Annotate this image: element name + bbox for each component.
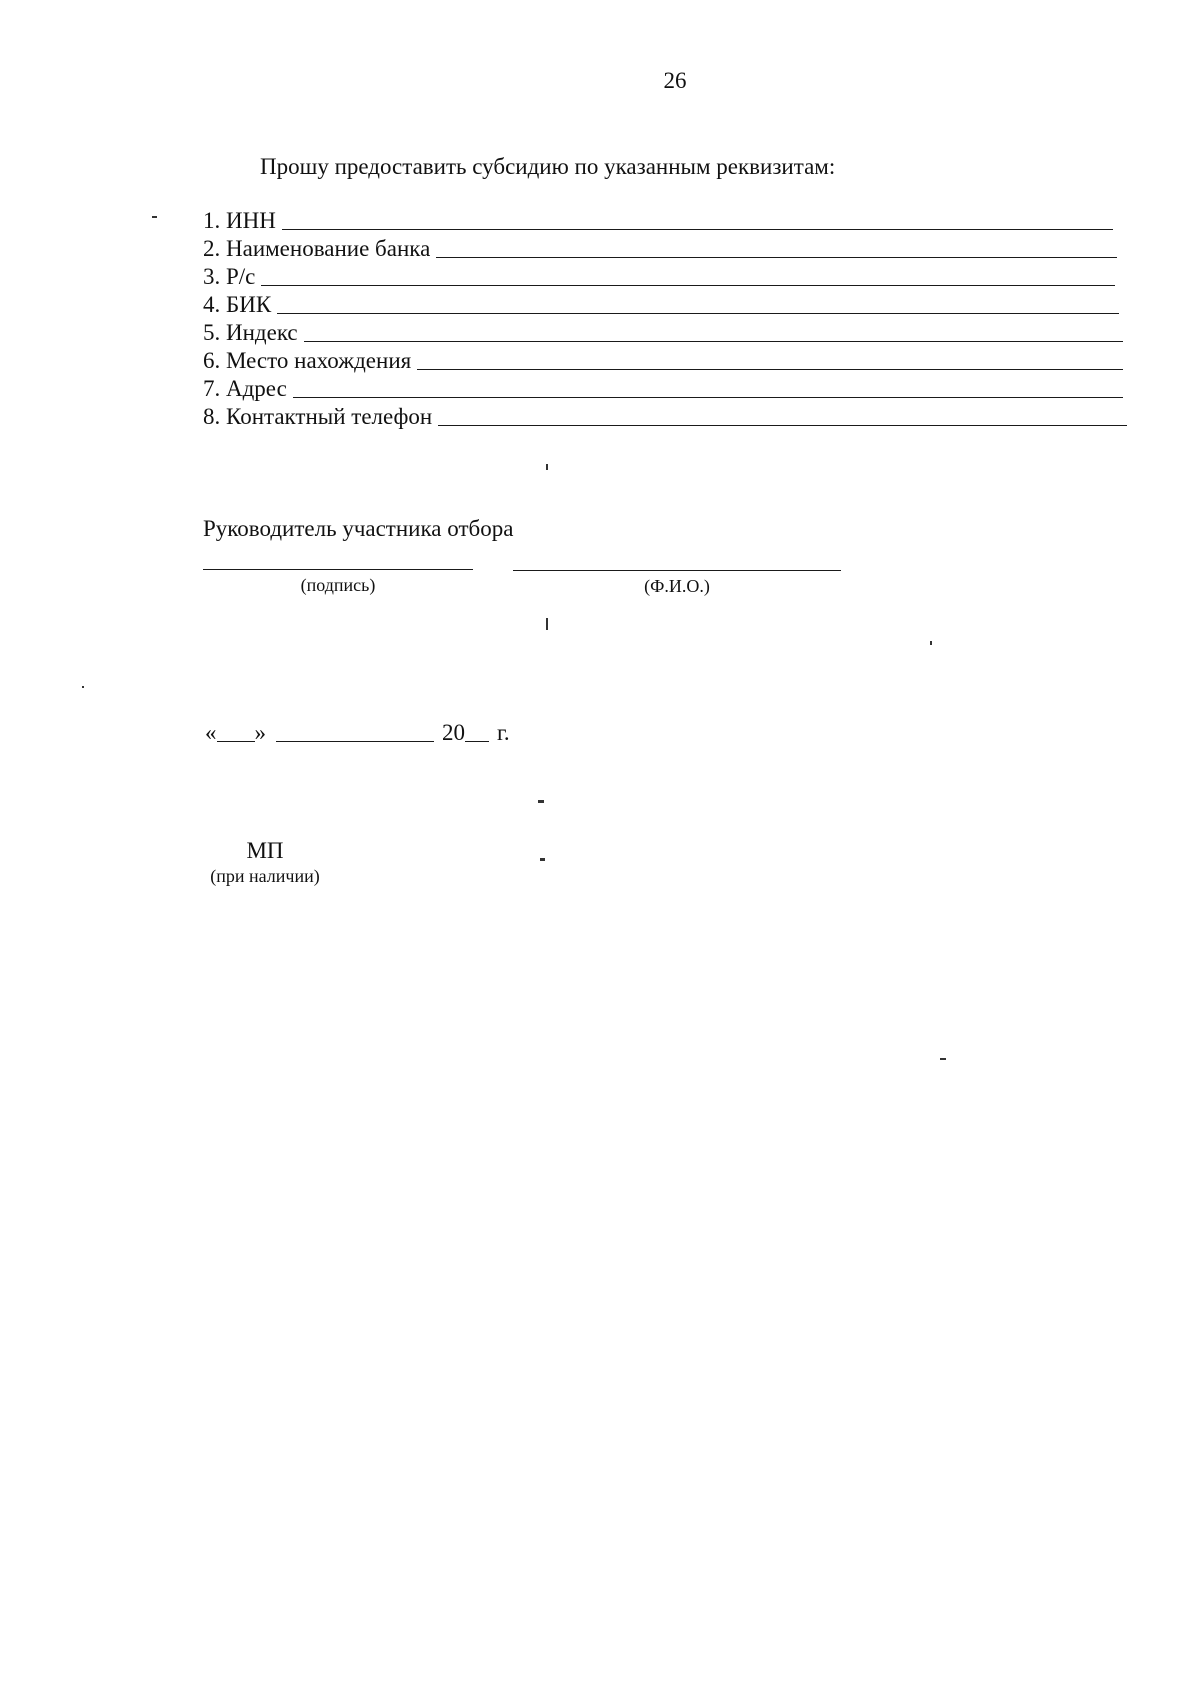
signature-line[interactable] (203, 569, 473, 570)
stamp-note: (при наличии) (210, 866, 320, 886)
month-blank[interactable] (276, 741, 434, 742)
field-label: 6. Место нахождения (203, 348, 412, 373)
fill-line[interactable] (282, 229, 1113, 230)
scan-speck (940, 1058, 946, 1060)
intro-text: Прошу предоставить субсидию по указанным реквизитам: (260, 154, 836, 179)
field-label: 2. Наименование банка (203, 236, 431, 261)
fill-line[interactable] (438, 425, 1127, 426)
scan-speck (152, 216, 157, 218)
field-label: 7. Адрес (203, 376, 287, 401)
fill-line[interactable] (277, 313, 1119, 314)
open-quote: « (205, 720, 217, 745)
field-bank-name[interactable] (203, 234, 1117, 262)
scan-speck (546, 618, 548, 630)
field-label: 8. Контактный телефон (203, 404, 433, 429)
page-number: 26 (663, 68, 687, 93)
head-of-participant-label: Руководитель участника отбора (203, 516, 514, 541)
date-line (205, 720, 510, 746)
stamp-label: МП (246, 838, 284, 863)
field-address[interactable] (203, 374, 1123, 402)
scan-speck (540, 858, 545, 861)
field-label: 5. Индекс (203, 320, 298, 345)
field-bik[interactable] (203, 290, 1119, 318)
close-quote: » (254, 720, 266, 745)
field-label: 4. БИК (203, 292, 272, 317)
scan-speck (546, 464, 548, 470)
field-label: 1. ИНН (203, 208, 276, 233)
field-account[interactable] (203, 262, 1115, 290)
year-suffix: г. (497, 720, 510, 745)
signature-caption: (подпись) (300, 575, 376, 595)
fill-line[interactable] (436, 257, 1117, 258)
scan-speck (930, 641, 932, 645)
fill-line[interactable] (261, 285, 1115, 286)
full-name-line[interactable] (513, 570, 841, 571)
scan-speck (538, 800, 544, 803)
field-index[interactable] (203, 318, 1123, 346)
field-location[interactable] (203, 346, 1123, 374)
full-name-caption: (Ф.И.О.) (644, 576, 710, 596)
fill-line[interactable] (304, 341, 1123, 342)
year-blank[interactable] (465, 741, 489, 742)
fill-line[interactable] (417, 369, 1123, 370)
scan-speck (82, 686, 84, 688)
field-label: 3. Р/с (203, 264, 256, 289)
fill-line[interactable] (293, 397, 1123, 398)
year-prefix: 20 (442, 720, 465, 745)
field-inn[interactable] (203, 206, 1113, 234)
day-blank[interactable] (217, 741, 255, 742)
field-phone[interactable] (203, 402, 1127, 430)
